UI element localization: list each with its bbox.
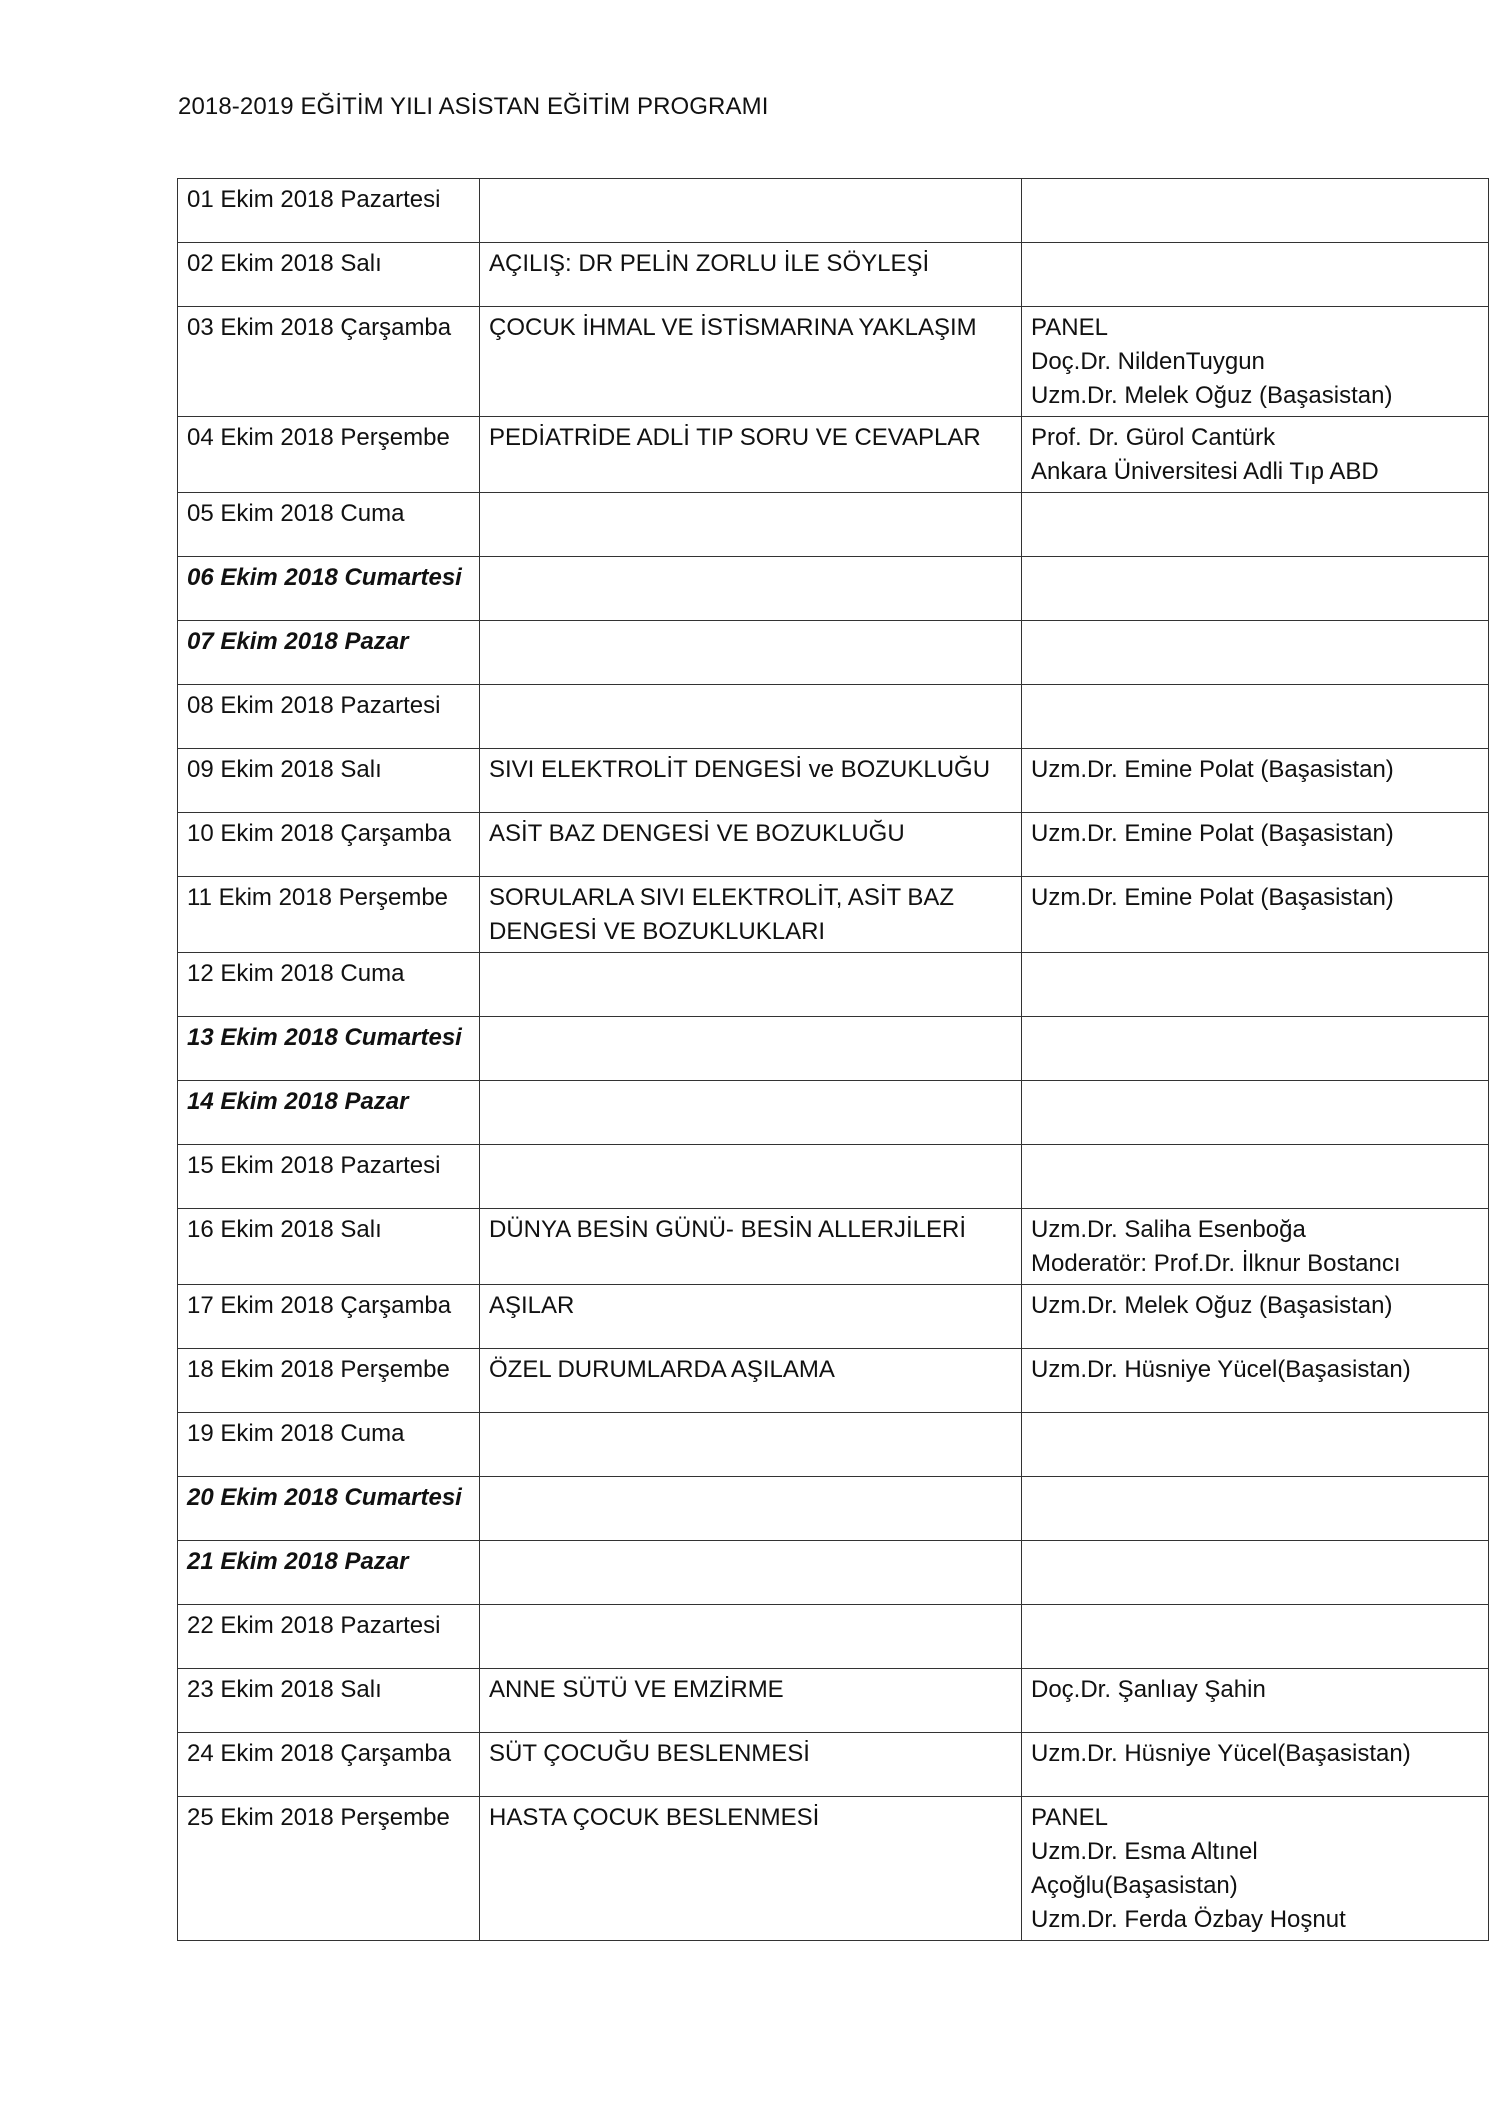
speaker-line: Moderatör: Prof.Dr. İlknur Bostancı: [1031, 1250, 1401, 1277]
topic-cell: [480, 1349, 1022, 1413]
date-cell: 03 Ekim 2018 Çarşamba: [178, 307, 480, 417]
topic-cell: [480, 621, 1022, 685]
date-cell: 10 Ekim 2018 Çarşamba: [178, 813, 480, 877]
table-row: [178, 179, 1489, 243]
table-row: [178, 557, 1489, 621]
table-row: [178, 1017, 1489, 1081]
speaker-cell: [1022, 243, 1489, 307]
table-row: [178, 1349, 1489, 1413]
speaker-cell: [1022, 1733, 1489, 1797]
speaker-cell: [1022, 1477, 1489, 1541]
date-cell: 20 Ekim 2018 Cumartesi: [178, 1477, 480, 1541]
topic-cell: [480, 1605, 1022, 1669]
table-row: [178, 685, 1489, 749]
table-row: [178, 1145, 1489, 1209]
speaker-line: Uzm.Dr. Hüsniye Yücel(Başasistan): [1031, 1740, 1411, 1767]
topic-cell: [480, 877, 1022, 953]
topic-text: SIVI ELEKTROLİT DENGESİ ve BOZUKLUĞU: [489, 756, 991, 783]
schedule-body: [178, 179, 1489, 1941]
date-cell: 06 Ekim 2018 Cumartesi: [178, 557, 480, 621]
topic-text: ASİT BAZ DENGESİ VE BOZUKLUĞU: [489, 820, 905, 847]
topic-cell: [480, 1733, 1022, 1797]
topic-cell: [480, 749, 1022, 813]
date-cell: 02 Ekim 2018 Salı: [178, 243, 480, 307]
topic-cell: [480, 493, 1022, 557]
table-row: [178, 1081, 1489, 1145]
speaker-line: Prof. Dr. Gürol Cantürk: [1031, 424, 1276, 451]
date-cell: 22 Ekim 2018 Pazartesi: [178, 1605, 480, 1669]
speaker-cell: [1022, 953, 1489, 1017]
table-row: [178, 243, 1489, 307]
speaker-line: Uzm.Dr. Saliha Esenboğa: [1031, 1216, 1306, 1243]
topic-text: DÜNYA BESİN GÜNÜ- BESİN ALLERJİLERİ: [489, 1216, 967, 1243]
date-cell: 08 Ekim 2018 Pazartesi: [178, 685, 480, 749]
speaker-cell: [1022, 813, 1489, 877]
speaker-line: Uzm.Dr. Emine Polat (Başasistan): [1031, 756, 1394, 783]
schedule-table: [177, 178, 1489, 1941]
topic-cell: [480, 307, 1022, 417]
table-row: [178, 953, 1489, 1017]
speaker-cell: [1022, 417, 1489, 493]
speaker-cell: [1022, 493, 1489, 557]
topic-text: ÇOCUK İHMAL VE İSTİSMARINA YAKLAŞIM: [489, 314, 977, 341]
speaker-cell: [1022, 1285, 1489, 1349]
topic-cell: [480, 557, 1022, 621]
topic-text: HASTA ÇOCUK BESLENMESİ: [489, 1804, 820, 1831]
speaker-cell: [1022, 557, 1489, 621]
topic-cell: [480, 685, 1022, 749]
speaker-cell: [1022, 1605, 1489, 1669]
speaker-line: Doç.Dr. Şanlıay Şahin: [1031, 1676, 1266, 1703]
speaker-line: Uzm.Dr. Emine Polat (Başasistan): [1031, 884, 1394, 911]
speaker-line: PANEL: [1031, 1804, 1108, 1831]
topic-cell: [480, 179, 1022, 243]
speaker-line: Uzm.Dr. Hüsniye Yücel(Başasistan): [1031, 1356, 1411, 1383]
date-cell: 09 Ekim 2018 Salı: [178, 749, 480, 813]
topic-cell: [480, 1413, 1022, 1477]
date-cell: 01 Ekim 2018 Pazartesi: [178, 179, 480, 243]
speaker-line: Uzm.Dr. Ferda Özbay Hoşnut: [1031, 1906, 1346, 1933]
speaker-cell: [1022, 1349, 1489, 1413]
date-cell: 11 Ekim 2018 Perşembe: [178, 877, 480, 953]
topic-text: ANNE SÜTÜ VE EMZİRME: [489, 1676, 784, 1703]
date-cell: 24 Ekim 2018 Çarşamba: [178, 1733, 480, 1797]
table-row: [178, 1285, 1489, 1349]
table-row: [178, 1541, 1489, 1605]
speaker-cell: [1022, 1017, 1489, 1081]
speaker-cell: [1022, 1541, 1489, 1605]
topic-cell: [480, 1669, 1022, 1733]
date-cell: 17 Ekim 2018 Çarşamba: [178, 1285, 480, 1349]
table-row: [178, 1413, 1489, 1477]
topic-cell: [480, 1797, 1022, 1941]
speaker-line: Uzm.Dr. Esma Altınel: [1031, 1838, 1258, 1865]
table-row: [178, 1797, 1489, 1941]
topic-cell: [480, 417, 1022, 493]
topic-text: AÇILIŞ: DR PELİN ZORLU İLE SÖYLEŞİ: [489, 250, 930, 277]
table-row: [178, 877, 1489, 953]
table-row: [178, 1733, 1489, 1797]
table-row: [178, 493, 1489, 557]
date-cell: 19 Ekim 2018 Cuma: [178, 1413, 480, 1477]
date-cell: 05 Ekim 2018 Cuma: [178, 493, 480, 557]
table-row: [178, 1477, 1489, 1541]
topic-cell: [480, 243, 1022, 307]
topic-cell: [480, 1081, 1022, 1145]
date-cell: 21 Ekim 2018 Pazar: [178, 1541, 480, 1605]
speaker-cell: [1022, 685, 1489, 749]
date-cell: 23 Ekim 2018 Salı: [178, 1669, 480, 1733]
table-row: [178, 1209, 1489, 1285]
topic-cell: [480, 953, 1022, 1017]
speaker-line: Ankara Üniversitesi Adli Tıp ABD: [1031, 458, 1379, 485]
topic-cell: [480, 1209, 1022, 1285]
topic-text: AŞILAR: [489, 1292, 575, 1319]
speaker-line: PANEL: [1031, 314, 1108, 341]
date-cell: 14 Ekim 2018 Pazar: [178, 1081, 480, 1145]
speaker-line: Uzm.Dr. Melek Oğuz (Başasistan): [1031, 1292, 1393, 1319]
date-cell: 25 Ekim 2018 Perşembe: [178, 1797, 480, 1941]
speaker-cell: [1022, 1209, 1489, 1285]
speaker-line: Uzm.Dr. Melek Oğuz (Başasistan): [1031, 382, 1393, 409]
date-cell: 04 Ekim 2018 Perşembe: [178, 417, 480, 493]
topic-text: SÜT ÇOCUĞU BESLENMESİ: [489, 1740, 810, 1767]
table-row: [178, 749, 1489, 813]
date-cell: 13 Ekim 2018 Cumartesi: [178, 1017, 480, 1081]
table-row: [178, 813, 1489, 877]
date-cell: 15 Ekim 2018 Pazartesi: [178, 1145, 480, 1209]
speaker-cell: [1022, 749, 1489, 813]
table-row: [178, 1605, 1489, 1669]
speaker-cell: [1022, 1413, 1489, 1477]
speaker-cell: [1022, 1081, 1489, 1145]
table-row: [178, 307, 1489, 417]
speaker-cell: [1022, 1797, 1489, 1941]
topic-text: SORULARLA SIVI ELEKTROLİT, ASİT BAZ DENGESİ VE BOZUKLUKLARI: [489, 884, 955, 945]
page-title: 2018-2019 EĞİTİM YILI ASİSTAN EĞİTİM PROGRAMI: [178, 93, 769, 120]
table-row: [178, 1669, 1489, 1733]
speaker-cell: [1022, 307, 1489, 417]
speaker-cell: [1022, 1145, 1489, 1209]
table-row: [178, 417, 1489, 493]
speaker-cell: [1022, 179, 1489, 243]
date-cell: 07 Ekim 2018 Pazar: [178, 621, 480, 685]
speaker-cell: [1022, 621, 1489, 685]
date-cell: 18 Ekim 2018 Perşembe: [178, 1349, 480, 1413]
speaker-cell: [1022, 877, 1489, 953]
topic-cell: [480, 1477, 1022, 1541]
date-cell: 12 Ekim 2018 Cuma: [178, 953, 480, 1017]
date-cell: 16 Ekim 2018 Salı: [178, 1209, 480, 1285]
speaker-line: Açoğlu(Başasistan): [1031, 1872, 1238, 1899]
topic-cell: [480, 1541, 1022, 1605]
topic-cell: [480, 1145, 1022, 1209]
speaker-line: Uzm.Dr. Emine Polat (Başasistan): [1031, 820, 1394, 847]
topic-cell: [480, 813, 1022, 877]
topic-cell: [480, 1017, 1022, 1081]
table-row: [178, 621, 1489, 685]
speaker-line: Doç.Dr. NildenTuygun: [1031, 348, 1265, 375]
topic-text: ÖZEL DURUMLARDA AŞILAMA: [489, 1356, 835, 1383]
topic-cell: [480, 1285, 1022, 1349]
topic-text: PEDİATRİDE ADLİ TIP SORU VE CEVAPLAR: [489, 424, 981, 451]
speaker-cell: [1022, 1669, 1489, 1733]
